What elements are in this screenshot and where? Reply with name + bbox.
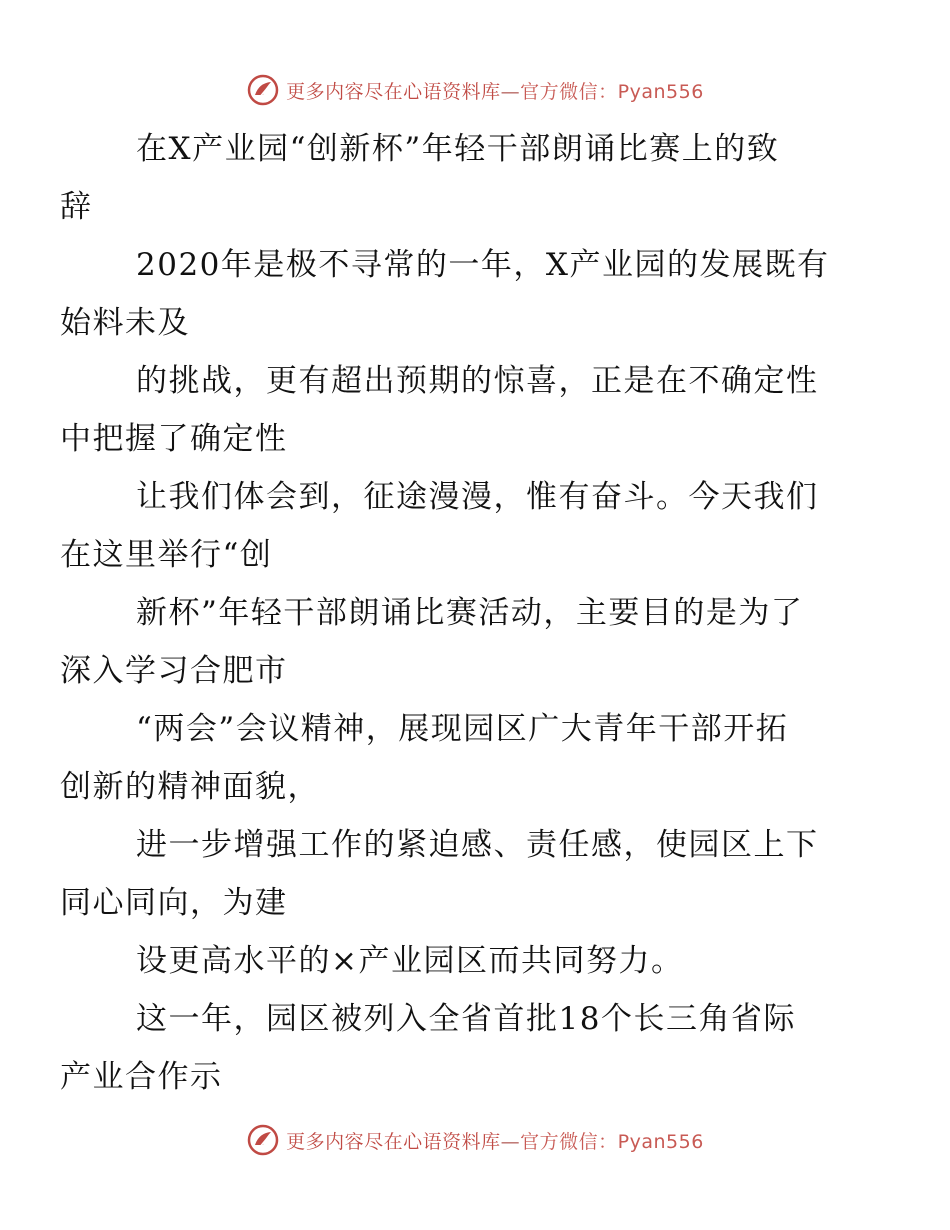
paragraph-line: 产业合作示 [60, 1059, 223, 1095]
paragraph-line: 2020年是极不寻常的一年，X产业园的发展既有 [136, 247, 830, 283]
paragraph-line: 辞 [60, 189, 93, 225]
header-watermark-wechat: 官方微信：Pyan556 [520, 80, 704, 103]
header-watermark-dash: — [500, 80, 521, 103]
footer-watermark-dash: — [500, 1130, 521, 1153]
paragraph-line: 始料未及 [60, 305, 190, 341]
paragraph [60, 584, 858, 700]
paragraph [98, 932, 858, 990]
footer-watermark-main: 更多内容尽在心语资料库 [286, 1130, 501, 1153]
header-watermark-banner [0, 70, 950, 110]
footer-watermark-wechat: 官方微信：Pyan556 [520, 1130, 704, 1153]
document-body [60, 120, 858, 1106]
paragraph-line: 进一步增强工作的紧迫感、责任感，使园区上下 [136, 827, 819, 863]
header-watermark-main: 更多内容尽在心语资料库 [286, 80, 501, 103]
paragraph-line: “两会”会议精神，展现园区广大青年干部开拓 [136, 711, 789, 747]
paragraph [60, 816, 858, 932]
paragraph-line: 中把握了确定性 [60, 421, 288, 457]
paragraph-line: 创新的精神面貌， [60, 769, 320, 805]
paragraph-line: 这一年，园区被列入全省首批18个长三角省际 [136, 1001, 796, 1037]
paragraph-line: 设更高水平的×产业园区而共同努力。 [136, 943, 684, 979]
paragraph-line: 深入学习合肥市 [60, 653, 288, 689]
paragraph-line: 在X产业园“创新杯”年轻干部朗诵比赛上的致 [136, 131, 780, 167]
brand-logo-icon [246, 73, 280, 107]
footer-watermark-text [286, 1127, 704, 1154]
paragraph-line: 让我们体会到，征途漫漫，惟有奋斗。今天我们 [136, 479, 819, 515]
paragraph-line: 在这里举行“创 [60, 537, 273, 573]
paragraph [60, 990, 858, 1106]
footer-watermark-banner [0, 1120, 950, 1160]
paragraph-line: 的挑战，更有超出预期的惊喜，正是在不确定性 [136, 363, 819, 399]
paragraph [60, 352, 858, 468]
paragraph-line: 新杯”年轻干部朗诵比赛活动，主要目的是为了 [136, 595, 804, 631]
brand-logo-icon [246, 1123, 280, 1157]
header-watermark-text [286, 77, 704, 104]
paragraph [60, 468, 858, 584]
paragraph-title [60, 120, 858, 236]
paragraph [60, 236, 858, 352]
paragraph [60, 700, 858, 816]
paragraph-line: 同心同向，为建 [60, 885, 288, 921]
